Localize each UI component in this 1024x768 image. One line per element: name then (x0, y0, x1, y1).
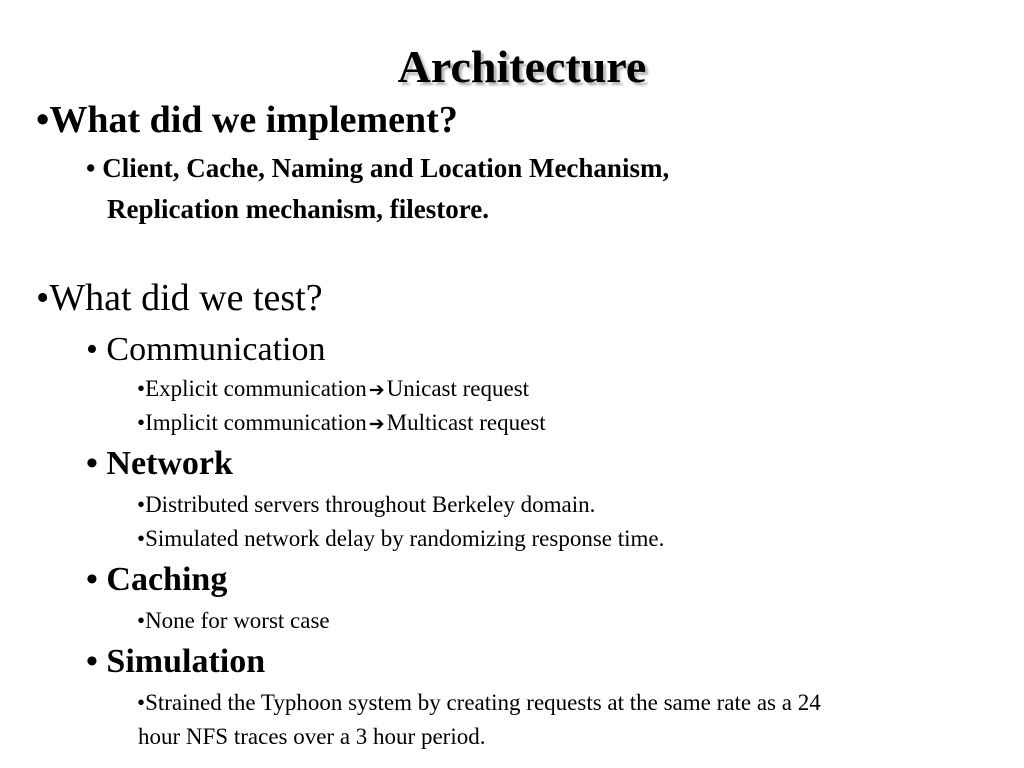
caching-label (86, 560, 227, 600)
caching-item-text: None for worst case (145, 608, 330, 633)
network-item (137, 524, 664, 554)
communication-item (137, 374, 529, 405)
bullet: • (86, 643, 98, 680)
communication-item-left: Implicit communication (145, 410, 367, 435)
bullet: • (36, 99, 50, 141)
bullet: • (36, 277, 50, 319)
implement-heading-text: What did we implement? (49, 99, 458, 141)
network-item-text: Simulated network delay by randomizing response time. (145, 526, 665, 551)
implement-item-text: Client, Cache, Naming and Location Mechanism, (102, 153, 670, 183)
test-heading-text: What did we test? (49, 277, 323, 319)
bullet: • (137, 526, 146, 551)
communication-item-right: Unicast request (386, 376, 530, 401)
caching-item (137, 606, 330, 636)
communication-label-text: Communication (106, 331, 326, 368)
network-label-text: Network (106, 445, 233, 482)
communication-item (137, 408, 546, 439)
bullet: • (137, 410, 146, 435)
simulation-label-text: Simulation (106, 643, 266, 680)
bullet: • (86, 153, 96, 183)
slide-title: Architecture (397, 41, 647, 92)
communication-label (86, 330, 326, 370)
implement-item (86, 150, 669, 186)
implement-heading (36, 98, 458, 142)
bullet: • (137, 608, 146, 633)
implement-item-continued: Replication mechanism, filestore. (107, 194, 489, 224)
simulation-item (137, 688, 821, 718)
bullet: • (86, 445, 98, 482)
bullet: • (86, 331, 98, 368)
simulation-label (86, 642, 265, 682)
bullet: • (137, 492, 146, 517)
network-item-text: Distributed servers throughout Berkeley domain. (145, 492, 596, 517)
bullet: • (86, 561, 98, 598)
network-item (137, 490, 595, 520)
arrow-right-icon: ➔ (368, 413, 385, 435)
network-label (86, 444, 233, 484)
communication-item-left: Explicit communication (145, 376, 367, 401)
bullet: • (137, 690, 146, 715)
communication-item-right: Multicast request (386, 410, 546, 435)
caching-label-text: Caching (106, 561, 228, 598)
arrow-right-icon: ➔ (368, 379, 385, 401)
test-heading (36, 276, 323, 320)
bullet: • (137, 376, 146, 401)
simulation-item-text: Strained the Typhoon system by creating requests at the same rate as a 24 (145, 690, 821, 715)
simulation-item-continued: hour NFS traces over a 3 hour period. (138, 724, 486, 749)
